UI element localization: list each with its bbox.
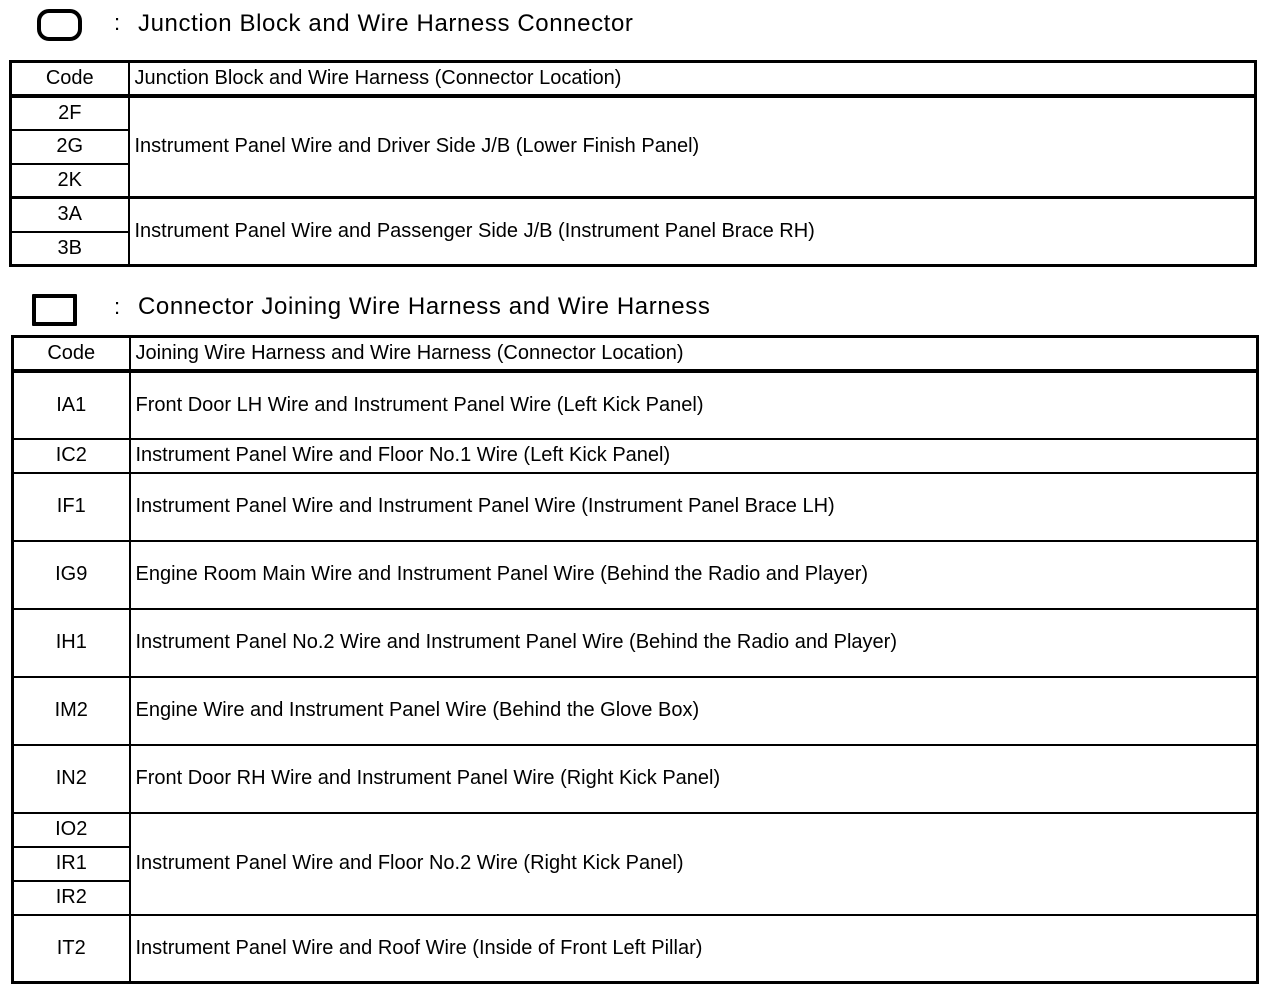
- connector-code: IM2: [13, 677, 130, 745]
- table-row: [13, 439, 1258, 473]
- section1-title: Junction Block and Wire Harness Connector: [138, 10, 634, 37]
- connector-code: 2K: [11, 164, 129, 198]
- table-row: [13, 609, 1258, 677]
- section2-title: Connector Joining Wire Harness and Wire Harness: [138, 293, 711, 320]
- connector-code: 2G: [11, 130, 129, 164]
- connector-description: Instrument Panel Wire and Roof Wire (Inside of Front Left Pillar): [130, 915, 1258, 983]
- table-row: [13, 915, 1258, 983]
- connector-description: Instrument Panel Wire and Floor No.1 Wire (Left Kick Panel): [130, 439, 1258, 473]
- connector-description: Instrument Panel Wire and Passenger Side J/B (Instrument Panel Brace RH): [129, 198, 1256, 266]
- connector-code: 2F: [11, 96, 129, 130]
- table-header-row: [11, 62, 1256, 96]
- code-column-header: Code: [13, 337, 130, 371]
- table-row: [13, 813, 1258, 847]
- connector-code: IN2: [13, 745, 130, 813]
- section1-colon: :: [114, 10, 121, 35]
- connector-code: 3B: [11, 232, 129, 266]
- junction-block-table: [9, 60, 1257, 267]
- table-row: [13, 677, 1258, 745]
- connector-description: Front Door LH Wire and Instrument Panel Wire (Left Kick Panel): [130, 371, 1258, 439]
- connector-code: 3A: [11, 198, 129, 232]
- section2-colon: :: [114, 294, 121, 319]
- description-column-header: Joining Wire Harness and Wire Harness (Connector Location): [130, 337, 1258, 371]
- connector-code: IC2: [13, 439, 130, 473]
- connector-code: IG9: [13, 541, 130, 609]
- connector-description: Engine Wire and Instrument Panel Wire (Behind the Glove Box): [130, 677, 1258, 745]
- junction-block-symbol-icon: [37, 9, 82, 41]
- connector-code: IR2: [13, 881, 130, 915]
- connector-description: Instrument Panel No.2 Wire and Instrument Panel Wire (Behind the Radio and Player): [130, 609, 1258, 677]
- table-header-row: [13, 337, 1258, 371]
- table-row: [11, 198, 1256, 232]
- table-row: [11, 96, 1256, 130]
- connector-description: Front Door RH Wire and Instrument Panel Wire (Right Kick Panel): [130, 745, 1258, 813]
- connector-joining-symbol-icon: [32, 294, 77, 326]
- code-column-header: Code: [11, 62, 129, 96]
- table-row: [13, 371, 1258, 439]
- connector-joining-table: [11, 335, 1259, 984]
- connector-code: IR1: [13, 847, 130, 881]
- connector-description: Engine Room Main Wire and Instrument Panel Wire (Behind the Radio and Player): [130, 541, 1258, 609]
- connector-description: Instrument Panel Wire and Driver Side J/B (Lower Finish Panel): [129, 96, 1256, 198]
- table-row: [13, 745, 1258, 813]
- table-row: [13, 473, 1258, 541]
- description-column-header: Junction Block and Wire Harness (Connector Location): [129, 62, 1256, 96]
- table-row: [13, 541, 1258, 609]
- connector-description: Instrument Panel Wire and Instrument Panel Wire (Instrument Panel Brace LH): [130, 473, 1258, 541]
- connector-code: IH1: [13, 609, 130, 677]
- connector-description: Instrument Panel Wire and Floor No.2 Wire (Right Kick Panel): [130, 813, 1258, 915]
- connector-code: IO2: [13, 813, 130, 847]
- connector-code: IT2: [13, 915, 130, 983]
- connector-code: IA1: [13, 371, 130, 439]
- connector-code: IF1: [13, 473, 130, 541]
